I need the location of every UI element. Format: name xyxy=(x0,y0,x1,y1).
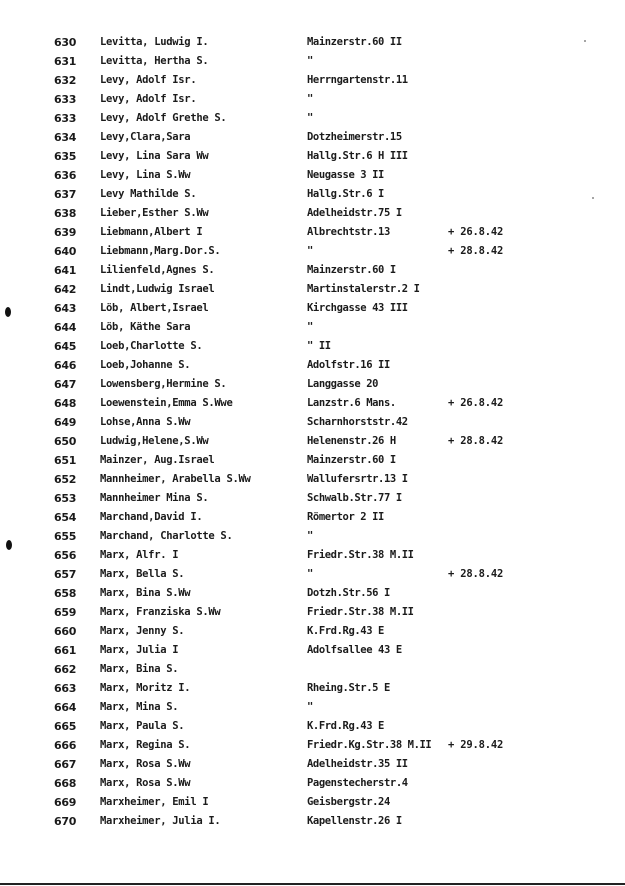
entry-name: Levitta, Hertha S. xyxy=(100,55,209,67)
entry-address: Adelheidstr.75 I xyxy=(307,207,402,219)
entry-name: Marx, Paula S. xyxy=(100,720,185,732)
table-row xyxy=(0,264,625,283)
entry-name: Levy, Lina S.Ww xyxy=(100,169,191,181)
entry-name: Löb, Albert,Israel xyxy=(100,302,209,314)
entry-address: Kapellenstr.26 I xyxy=(307,815,402,827)
entry-number: 660 xyxy=(54,625,77,638)
entry-address: " xyxy=(307,55,313,67)
entry-number: 642 xyxy=(54,283,77,296)
entry-note: + 26.8.42 xyxy=(448,226,504,238)
entry-address: Schwalb.Str.77 I xyxy=(307,492,402,504)
entry-address: Römertor 2 II xyxy=(307,511,384,523)
entry-number: 657 xyxy=(54,568,77,581)
table-row xyxy=(0,625,625,644)
entry-number: 635 xyxy=(54,150,77,163)
table-row xyxy=(0,112,625,131)
entry-name: Marx, Alfr. I xyxy=(100,549,179,561)
entry-number: 639 xyxy=(54,226,77,239)
table-row xyxy=(0,739,625,758)
entry-name: Mainzer, Aug.Israel xyxy=(100,454,215,466)
entry-address: Hallg.Str.6 H III xyxy=(307,150,408,162)
entry-number: 634 xyxy=(54,131,77,144)
entry-number: 670 xyxy=(54,815,77,828)
table-row xyxy=(0,644,625,663)
entry-address: Adolfsallee 43 E xyxy=(307,644,402,656)
table-row xyxy=(0,435,625,454)
entry-address: " xyxy=(307,245,313,257)
entry-name: Löb, Käthe Sara xyxy=(100,321,191,333)
entry-number: 669 xyxy=(54,796,77,809)
entry-name: Lowensberg,Hermine S. xyxy=(100,378,227,390)
entry-note: + 28.8.42 xyxy=(448,435,504,447)
table-row xyxy=(0,55,625,74)
page-bottom-edge xyxy=(0,883,625,885)
entry-address: Neugasse 3 II xyxy=(307,169,384,181)
entry-number: 647 xyxy=(54,378,77,391)
table-row xyxy=(0,397,625,416)
entry-address: Wallufersrtr.13 I xyxy=(307,473,408,485)
entry-address: Albrechtstr.13 xyxy=(307,226,390,238)
entry-name: Levy Mathilde S. xyxy=(100,188,197,200)
entry-number: 640 xyxy=(54,245,77,258)
entry-name: Mannheimer Mina S. xyxy=(100,492,209,504)
entry-address: " xyxy=(307,701,313,713)
entry-number: 663 xyxy=(54,682,77,695)
table-row xyxy=(0,36,625,55)
entry-address: Friedr.Str.38 M.II xyxy=(307,606,414,618)
entry-number: 633 xyxy=(54,93,77,106)
entry-address: Dotzh.Str.56 I xyxy=(307,587,390,599)
entry-note: + 26.8.42 xyxy=(448,397,504,409)
entry-name: Lilienfeld,Agnes S. xyxy=(100,264,215,276)
entry-name: Marx, Rosa S.Ww xyxy=(100,758,191,770)
entry-name: Liebmann,Albert I xyxy=(100,226,203,238)
entry-name: Marx, Bina S.Ww xyxy=(100,587,191,599)
entry-number: 656 xyxy=(54,549,77,562)
entry-number: 654 xyxy=(54,511,77,524)
entry-name: Marx, Julia I xyxy=(100,644,179,656)
entry-name: Marx, Moritz I. xyxy=(100,682,191,694)
entry-name: Levy,Clara,Sara xyxy=(100,131,191,143)
entry-number: 637 xyxy=(54,188,77,201)
table-row xyxy=(0,682,625,701)
entry-number: 632 xyxy=(54,74,77,87)
entry-address: " xyxy=(307,530,313,542)
entry-address: " II xyxy=(307,340,331,352)
punch-hole-mark xyxy=(5,307,11,317)
entry-address: Geisbergstr.24 xyxy=(307,796,390,808)
table-row xyxy=(0,207,625,226)
table-row xyxy=(0,169,625,188)
table-row xyxy=(0,568,625,587)
table-row xyxy=(0,378,625,397)
entry-address: Martinstalerstr.2 I xyxy=(307,283,420,295)
entry-address: Kirchgasse 43 III xyxy=(307,302,408,314)
entry-name: Lindt,Ludwig Israel xyxy=(100,283,215,295)
table-row xyxy=(0,492,625,511)
table-row xyxy=(0,549,625,568)
entry-name: Levitta, Ludwig I. xyxy=(100,36,209,48)
table-row xyxy=(0,74,625,93)
entry-address: Helenenstr.26 H xyxy=(307,435,396,447)
entry-number: 641 xyxy=(54,264,77,277)
entry-address: Adolfstr.16 II xyxy=(307,359,390,371)
punch-hole-mark xyxy=(6,540,12,550)
table-row xyxy=(0,777,625,796)
paper-speck xyxy=(584,40,586,42)
entry-address: " xyxy=(307,112,313,124)
entry-number: 644 xyxy=(54,321,77,334)
entry-name: Loeb,Johanne S. xyxy=(100,359,191,371)
entry-name: Marxheimer, Julia I. xyxy=(100,815,221,827)
entry-number: 659 xyxy=(54,606,77,619)
entry-address: Langgasse 20 xyxy=(307,378,379,390)
entry-name: Marxheimer, Emil I xyxy=(100,796,209,808)
entry-number: 631 xyxy=(54,55,77,68)
entry-address: Rheing.Str.5 E xyxy=(307,682,390,694)
table-row xyxy=(0,473,625,492)
entry-note: + 28.8.42 xyxy=(448,568,504,580)
entry-number: 664 xyxy=(54,701,77,714)
entry-number: 668 xyxy=(54,777,77,790)
entry-name: Levy, Adolf Isr. xyxy=(100,93,197,105)
entry-name: Levy, Adolf Isr. xyxy=(100,74,197,86)
table-row xyxy=(0,321,625,340)
table-row xyxy=(0,530,625,549)
table-row xyxy=(0,758,625,777)
entry-address: Dotzheimerstr.15 xyxy=(307,131,402,143)
entry-address: Lanzstr.6 Mans. xyxy=(307,397,396,409)
table-row xyxy=(0,796,625,815)
entry-name: Marx, Bina S. xyxy=(100,663,179,675)
entry-number: 662 xyxy=(54,663,77,676)
entry-number: 643 xyxy=(54,302,77,315)
table-row xyxy=(0,606,625,625)
table-row xyxy=(0,416,625,435)
entry-name: Marx, Franziska S.Ww xyxy=(100,606,221,618)
entry-name: Marx, Mina S. xyxy=(100,701,179,713)
table-row xyxy=(0,283,625,302)
table-row xyxy=(0,226,625,245)
entry-address: Herrngartenstr.11 xyxy=(307,74,408,86)
entry-address: Scharnhorststr.42 xyxy=(307,416,408,428)
entry-number: 646 xyxy=(54,359,77,372)
table-row xyxy=(0,587,625,606)
entry-address: Mainzerstr.60 I xyxy=(307,454,396,466)
table-row xyxy=(0,720,625,739)
entry-number: 653 xyxy=(54,492,77,505)
entry-name: Loewenstein,Emma S.Wwe xyxy=(100,397,233,409)
entry-number: 652 xyxy=(54,473,77,486)
entry-note: + 28.8.42 xyxy=(448,245,504,257)
entry-number: 666 xyxy=(54,739,77,752)
entry-name: Lieber,Esther S.Ww xyxy=(100,207,209,219)
entry-number: 645 xyxy=(54,340,77,353)
entry-name: Mannheimer, Arabella S.Ww xyxy=(100,473,251,485)
entry-number: 651 xyxy=(54,454,77,467)
table-row xyxy=(0,150,625,169)
entry-address: " xyxy=(307,321,313,333)
table-row xyxy=(0,359,625,378)
entry-name: Levy, Adolf Grethe S. xyxy=(100,112,227,124)
entry-number: 649 xyxy=(54,416,77,429)
entry-number: 655 xyxy=(54,530,77,543)
entry-note: + 29.8.42 xyxy=(448,739,504,751)
entry-address: Mainzerstr.60 I xyxy=(307,264,396,276)
entry-number: 658 xyxy=(54,587,77,600)
entry-address: Pagenstecherstr.4 xyxy=(307,777,408,789)
entry-name: Ludwig,Helene,S.Ww xyxy=(100,435,209,447)
entry-name: Lohse,Anna S.Ww xyxy=(100,416,191,428)
entry-address: Mainzerstr.60 II xyxy=(307,36,402,48)
table-row xyxy=(0,815,625,834)
entry-name: Loeb,Charlotte S. xyxy=(100,340,203,352)
entry-name: Marx, Jenny S. xyxy=(100,625,185,637)
entry-number: 661 xyxy=(54,644,77,657)
entry-address: " xyxy=(307,568,313,580)
entry-address: K.Frd.Rg.43 E xyxy=(307,625,384,637)
table-row xyxy=(0,511,625,530)
entry-name: Marx, Regina S. xyxy=(100,739,191,751)
table-row xyxy=(0,245,625,264)
table-row xyxy=(0,454,625,473)
entry-name: Levy, Lina Sara Ww xyxy=(100,150,209,162)
table-row xyxy=(0,663,625,682)
entry-number: 633 xyxy=(54,112,77,125)
entry-address: Hallg.Str.6 I xyxy=(307,188,384,200)
table-row xyxy=(0,93,625,112)
table-row xyxy=(0,701,625,720)
paper-speck xyxy=(592,197,594,199)
entry-address: Friedr.Str.38 M.II xyxy=(307,549,414,561)
table-row xyxy=(0,131,625,150)
entry-name: Marchand, Charlotte S. xyxy=(100,530,233,542)
table-row xyxy=(0,340,625,359)
entry-number: 636 xyxy=(54,169,77,182)
entry-address: Friedr.Kg.Str.38 M.II xyxy=(307,739,432,751)
entry-name: Marx, Bella S. xyxy=(100,568,185,580)
entry-number: 648 xyxy=(54,397,77,410)
table-row xyxy=(0,188,625,207)
entry-address: Adelheidstr.35 II xyxy=(307,758,408,770)
entry-name: Marx, Rosa S.Ww xyxy=(100,777,191,789)
entry-name: Marchand,David I. xyxy=(100,511,203,523)
entry-number: 630 xyxy=(54,36,77,49)
entry-number: 665 xyxy=(54,720,77,733)
entry-address: K.Frd.Rg.43 E xyxy=(307,720,384,732)
entry-number: 667 xyxy=(54,758,77,771)
entry-address: " xyxy=(307,93,313,105)
entry-name: Liebmann,Marg.Dor.S. xyxy=(100,245,221,257)
entry-number: 650 xyxy=(54,435,77,448)
table-row xyxy=(0,302,625,321)
entry-number: 638 xyxy=(54,207,77,220)
